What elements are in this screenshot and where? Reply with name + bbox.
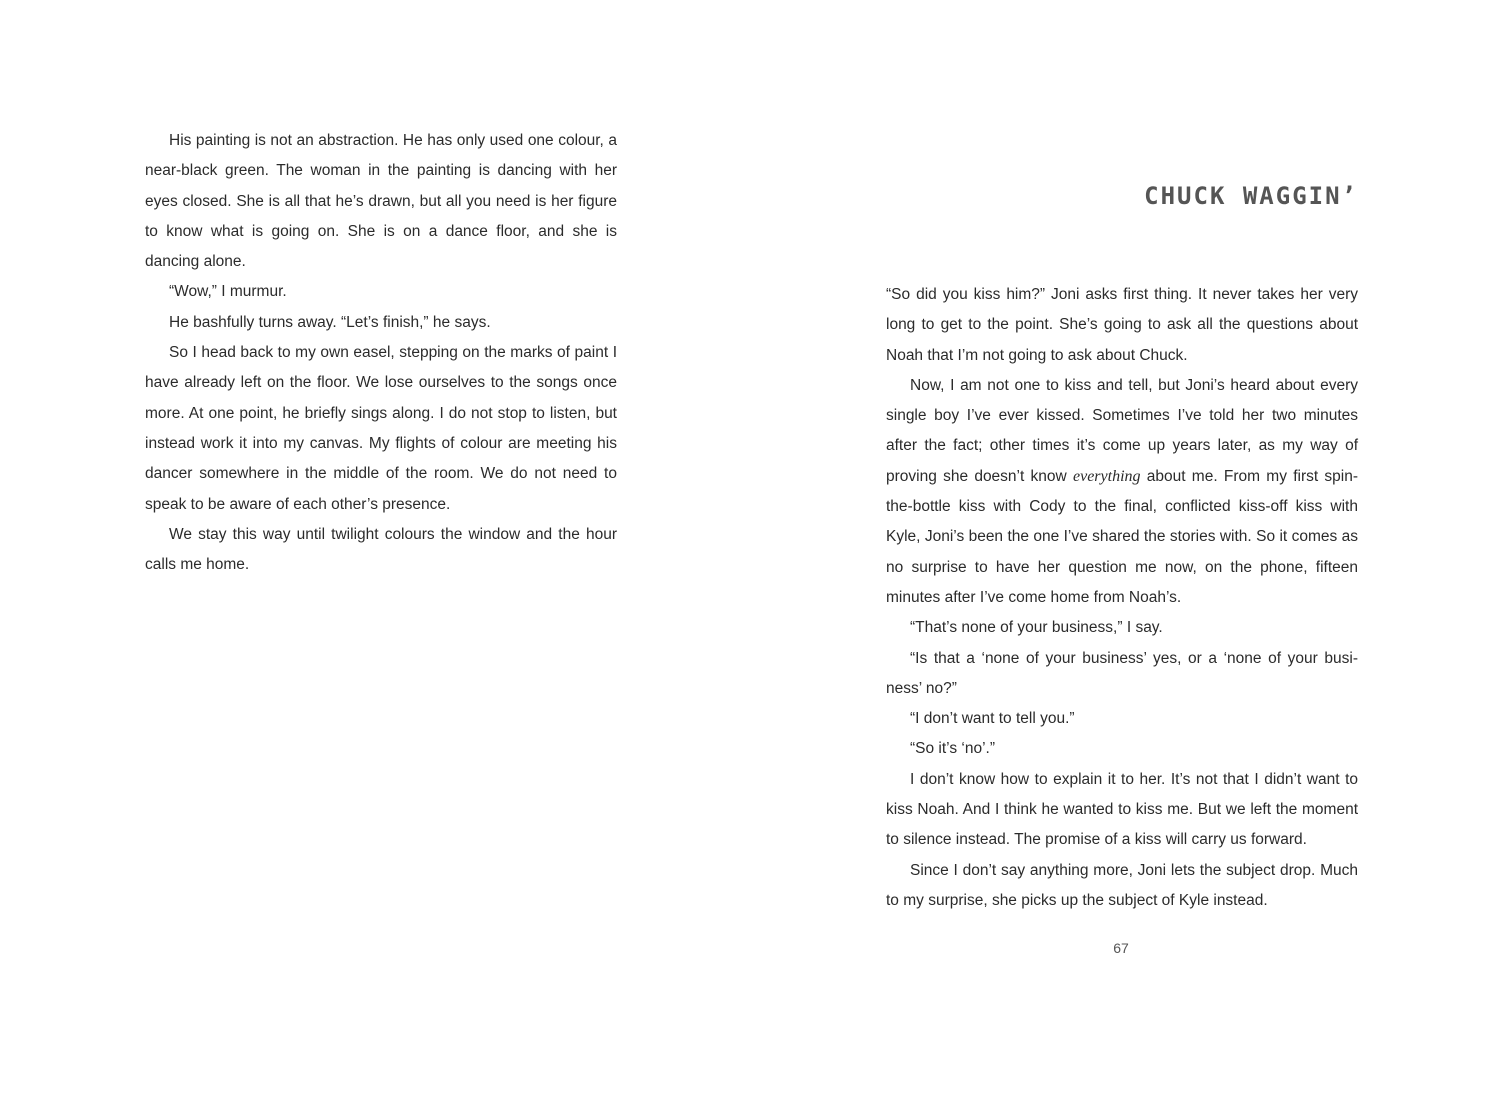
right-paragraph-2-after: about me. From my first spin-the-bottle kiss with Cody to the final, conflicted kiss-off kiss with Kyle, Joni’s been the one I’ve shared the stories with. So it comes as no surprise to have her question me now, on the phone, fifteen minutes after I’ve come home from Noah’s. (886, 467, 1359, 606)
right-paragraph-6: “So it’s ‘no’.” (910, 740, 995, 758)
right-paragraph-1: “So did you kiss him?” Joni asks first thing. It never takes her very long to get to the point. She’s going to ask all the questions about Noah that I’m not going to ask about Chuck. (886, 286, 1358, 364)
right-paragraph-8: Since I don’t say anything more, Joni lets the subject drop. Much to my surprise, she picks up the subject of Kyle instead. (886, 861, 1358, 909)
right-paragraph-2 (886, 371, 1358, 613)
page-number: 67 (1113, 940, 1129, 956)
left-paragraph-3: He bashfully turns away. “Let’s finish,” he says. (169, 313, 491, 331)
left-page-text (145, 126, 617, 580)
left-paragraph-2: “Wow,” I murmur. (169, 283, 287, 301)
left-paragraph-1: His painting is not an abstraction. He has only used one colour, a near-black green. The woman in the painting is dancing with her eyes closed. She is all that he’s drawn, but all you need is her figure to know what is going on. She is on a dance floor, and she is dancing alone. (145, 132, 617, 271)
chapter-title: CHUCK WAGGIN’ (1144, 182, 1358, 210)
right-paragraph-2-before: Now, I am not one to kiss and tell, but Joni’s heard about every single boy I’ve ever kissed. Sometimes I’ve told her two minutes after the fact; other times it’s come up years later, as my way of proving she doesn’t know (886, 376, 1358, 485)
right-paragraph-5: “I don’t want to tell you.” (910, 710, 1075, 728)
right-paragraph-7: I don’t know how to explain it to her. It’s not that I didn’t want to kiss Noah. And I think he wanted to kiss me. But we left the moment to silence instead. The promise of a kiss will carry us forward. (886, 770, 1358, 849)
right-paragraph-4: “Is that a ‘none of your business’ yes, or a ‘none of your busi-ness’ no?” (886, 649, 1358, 697)
left-paragraph-5: We stay this way until twilight colours the window and the hour calls me home. (145, 525, 617, 574)
right-paragraph-3: “That’s none of your business,” I say. (910, 619, 1163, 637)
right-page-text (886, 280, 1358, 916)
emphasized-word: everything (1072, 467, 1141, 485)
left-paragraph-4: So I head back to my own easel, stepping on the marks of paint I have already left on the floor. We lose ourselves to the songs once more. At one point, he briefly sings along. I do not stop to listen, but instead work it into my canvas. My flights of colour are meeting his dancer somewhere in the middle of the room. We do not need to speak to be aware of each other’s presence. (145, 344, 617, 513)
